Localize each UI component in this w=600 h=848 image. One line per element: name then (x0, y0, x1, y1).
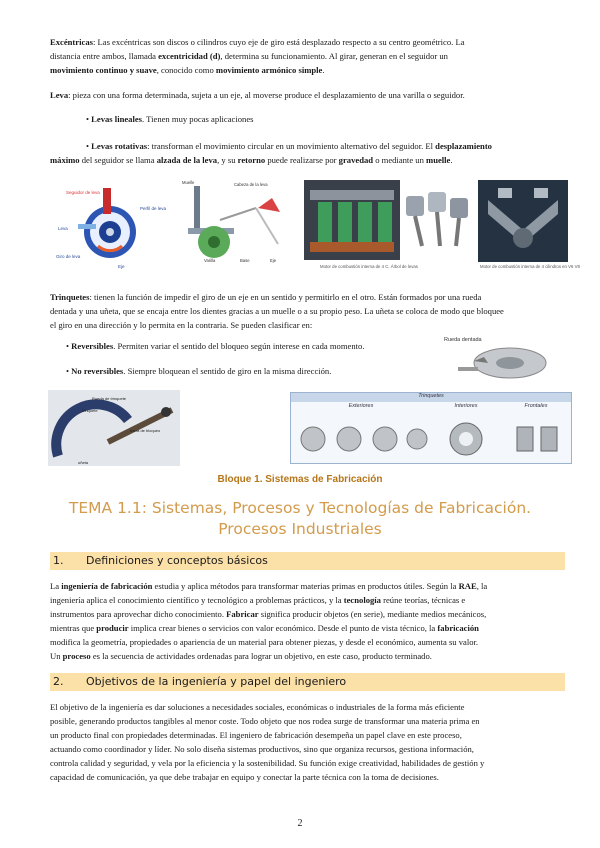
column-exteriores: Exteriores (348, 403, 374, 409)
engine-camshaft-image (304, 180, 400, 260)
svg-text:Eje: Eje (118, 264, 125, 269)
svg-text:barra de bloqueo: barra de bloqueo (130, 428, 161, 433)
svg-text:Rueda dentada: Rueda dentada (444, 337, 482, 343)
ratchet-image (48, 390, 180, 466)
paragraph-excentricas: Excéntricas: Las excéntricas son discos o cilindros cuyo eje de giro está desplazado respecto a su centro geométrico. La distancia entre ambos, llamada excentricidad (d), determina su funcionamiento. Al girar, generan en el seguidor un movimiento continuo y suave, conocido como movimiento armónico simple. (50, 37, 465, 75)
cam-diagram-image (48, 180, 180, 272)
svg-text:Leva: Leva (58, 226, 68, 231)
paragraph-levas-rotativas-cont: máximo del seguidor se llama alzada de la leva, y su retorno puede realizarse por gravedad o mediante un muelle. (50, 155, 453, 165)
svg-text:Muelle: Muelle (182, 180, 195, 185)
column-frontales: Frontales (524, 403, 548, 409)
bullet-levas-rotativas: • Levas rotativas: transforman el movimiento circular en un movimiento alternativo del seguidor. El desplazamiento (86, 141, 492, 151)
pistons-image (400, 186, 474, 256)
paragraph-definiciones: La ingeniería de fabricación estudia y aplica métodos para transformar materias primas en productos útiles. Según la RAE, la ingeniería aplica el conocimiento científico y tecnológico a problemas prácticos, y la tecnología reúne teorías, técnicas e instrumentos para aprovechar dicho conocimiento. Fabricar significa producir objetos (en serie), mediante medios mecánicos, mientras que producir implica crear bienes o servicios con valor económico. Desde el punto de vista técnico, la fabricación modifica la geometría, propiedades o apariencia de un material para obtener piezas, y desde el económico, aumenta su valor. Un proceso es la secuencia de actividades ordenadas para lograr un objetivo, en este caso, producto terminado. (50, 581, 488, 661)
rueda-dentada-image (440, 333, 560, 383)
svg-text:Perfil de leva: Perfil de leva (140, 206, 167, 211)
v-engine-image (478, 180, 568, 262)
engine-caption-2: Motor de combustión interna de 4 cilindros en V6 V8 (480, 264, 580, 269)
paragraph-objetivos: El objetivo de la ingeniería es dar soluciones a necesidades sociales, económicas o industriales de la forma más eficiente posible, generando productos tangibles al menor coste. Todo objeto que nos rodea surge de transformar una materia prima en un producto final con propiedades determinadas. El ingeniero de fabricación desempeña un papel clave en este proceso, actuando como coordinador y líder. No solo diseña sistemas productivos, sino que organiza recursos, gestiona información, controla calidad y seguridad, y vela por la eficiencia y la sostenibilidad. Su función exige creatividad, habilidades de gestión y capacidad de comunicación, ya que debe trabajar en equipo y conectar la parte técnica con la toma de decisiones. (50, 702, 485, 782)
svg-text:Giro de leva: Giro de leva (56, 254, 81, 259)
cam-follower-image (180, 178, 298, 270)
svg-text:Varilla: Varilla (204, 258, 216, 263)
bloque-title: Bloque 1. Sistemas de Fabricación (217, 474, 383, 485)
page-number: 2 (297, 818, 303, 829)
svg-text:Cabeza de la leva: Cabeza de la leva (234, 182, 268, 187)
svg-text:Rueda de trinquete: Rueda de trinquete (92, 396, 127, 401)
svg-text:Seguidor de leva: Seguidor de leva (66, 190, 100, 195)
engine-caption-1: Motor de combustión interna de 4 C. Árbol de levas (320, 264, 418, 269)
follower-rod-icon (103, 188, 111, 214)
paragraph-leva: Leva: pieza con una forma determinada, sujeta a un eje, al moverse produce el desplazamiento de una varilla o seguidor. (50, 90, 465, 100)
trinquetes-table (290, 392, 572, 464)
bullet-no-reversibles: • No reversibles. Siempre bloquean el sentido de giro en la misma dirección. (66, 366, 332, 376)
bullet-levas-lineales: • Levas lineales. Tienen muy pocas aplicaciones (86, 114, 254, 124)
svg-text:uñeta: uñeta (78, 460, 89, 465)
bullet-reversibles: • Reversibles. Permiten variar el sentido del bloqueo según interese en cada momento. (66, 341, 365, 351)
svg-text:Base: Base (240, 258, 250, 263)
svg-text:Eje: Eje (270, 258, 277, 263)
section-header-2: 2. Objetivos de la ingeniería y papel del ingeniero (50, 673, 565, 691)
trinquetes-table-title: Trinquetes (291, 393, 571, 402)
svg-text:trinquete: trinquete (82, 408, 98, 413)
paragraph-trinquetes: Trinquetes: tienen la función de impedir el giro de un eje en un sentido y permitirlo en el otro. Están formados por una rueda dentada y una uñeta, que se encaja entre los dientes gracias a un muelle o a su propio peso. La uñeta se coloca de modo que bloquee el giro en una dirección y lo permita en la contraria. Se pueden clasificar en: (50, 292, 504, 330)
section-header-1: 1. Definiciones y conceptos básicos (50, 552, 565, 570)
column-interiores: Interiores (454, 403, 478, 409)
tema-title: TEMA 1.1: Sistemas, Procesos y Tecnologías de Fabricación. Procesos Industriales (68, 499, 532, 538)
